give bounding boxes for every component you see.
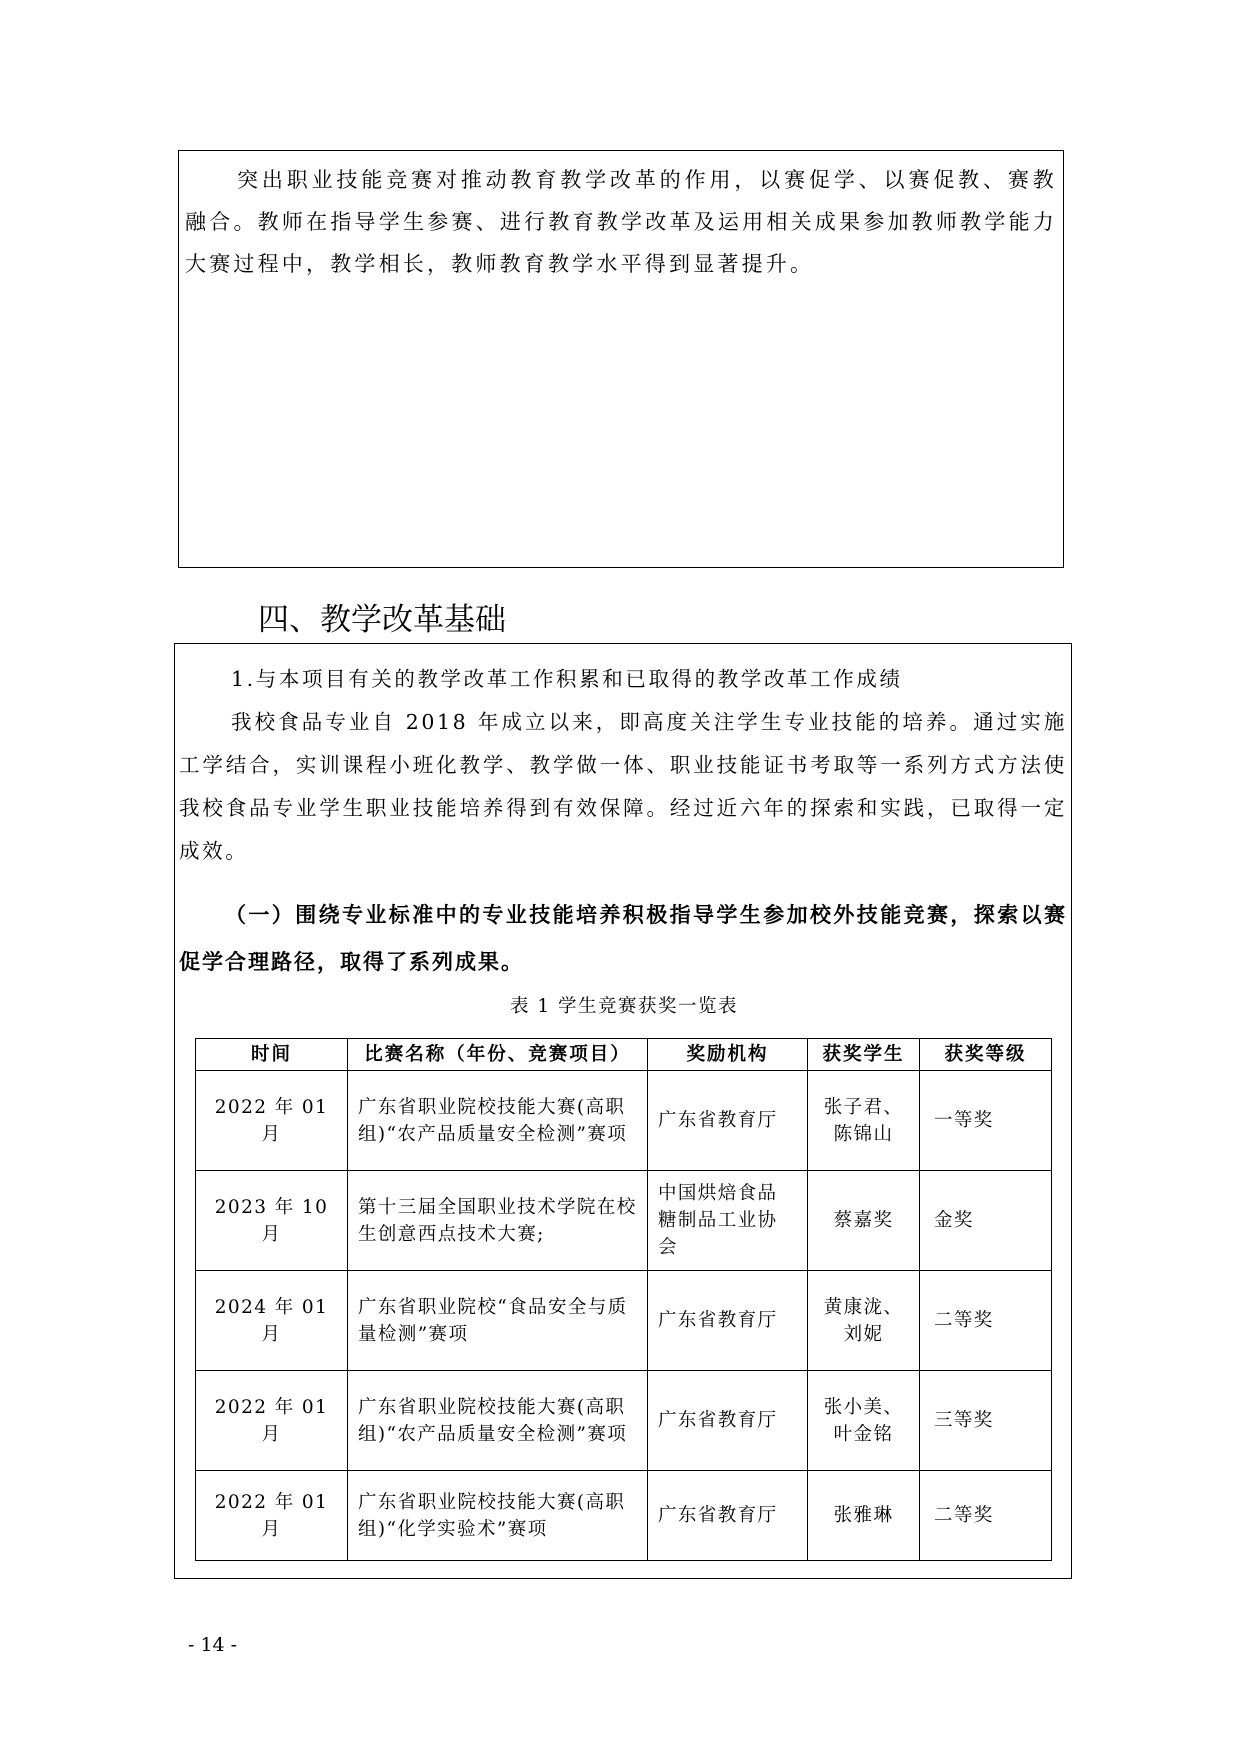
table-row: [196, 1371, 1052, 1471]
table-row: [196, 1171, 1052, 1271]
teaching-reform-foundation-box: [174, 643, 1072, 1579]
cell-time: 2022 年 01 月: [196, 1371, 348, 1471]
header-time: 时间: [196, 1039, 348, 1071]
continuation-paragraph: 突出职业技能竞赛对推动教育教学改革的作用，以赛促学、以赛促教、赛教融合。教师在指导学生参赛、进行教育教学改革及运用相关成果参加教师教学能力大赛过程中，教学相长，教师教育教学水平得到显著提升。: [185, 168, 1057, 276]
cell-award-level: 二等奖: [920, 1471, 1052, 1561]
header-award-organization: 奖励机构: [648, 1039, 808, 1071]
cell-award-organization: 广东省教育厅: [648, 1071, 808, 1171]
cell-competition-name: 广东省职业院校技能大赛(高职组)“化学实验术”赛项: [348, 1471, 648, 1561]
cell-time: 2022 年 01 月: [196, 1071, 348, 1171]
header-award-level: 获奖等级: [920, 1039, 1052, 1071]
item-1-heading: 1.与本项目有关的教学改革工作积累和已取得的教学改革工作成绩: [231, 667, 903, 691]
cell-students: 黄康泷、刘妮: [808, 1271, 920, 1371]
cell-competition-name: 广东省职业院校“食品安全与质量检测”赛项: [348, 1271, 648, 1371]
continuation-box: [178, 150, 1064, 568]
table-row: [196, 1071, 1052, 1171]
header-students: 获奖学生: [808, 1039, 920, 1071]
header-competition-name: 比赛名称（年份、竞赛项目）: [348, 1039, 648, 1071]
cell-award-level: 二等奖: [920, 1271, 1052, 1371]
cell-award-organization: 广东省教育厅: [648, 1371, 808, 1471]
cell-students: 张子君、陈锦山: [808, 1071, 920, 1171]
cell-award-organization: 中国烘焙食品糖制品工业协会: [648, 1171, 808, 1271]
cell-time: 2022 年 01 月: [196, 1471, 348, 1561]
achievement-paragraph: 我校食品专业自 2018 年成立以来，即高度关注学生专业技能的培养。通过实施工学结合，实训课程小班化教学、教学做一体、职业技能证书考取等一系列方式方法使我校食品专业学生职业技能培养得到有效保障。经过近六年的探索和实践，已取得一定成效。: [179, 710, 1067, 863]
table-row: [196, 1271, 1052, 1371]
cell-award-level: 一等奖: [920, 1071, 1052, 1171]
cell-award-level: 金奖: [920, 1171, 1052, 1271]
section-heading: 四、教学改革基础: [258, 602, 506, 638]
award-table: [195, 1038, 1052, 1561]
cell-students: 张雅琳: [808, 1471, 920, 1561]
cell-award-level: 三等奖: [920, 1371, 1052, 1471]
cell-award-organization: 广东省教育厅: [648, 1271, 808, 1371]
cell-time: 2023 年 10 月: [196, 1171, 348, 1271]
cell-competition-name: 广东省职业院校技能大赛(高职组)“农产品质量安全检测”赛项: [348, 1371, 648, 1471]
cell-competition-name: 广东省职业院校技能大赛(高职组)“农产品质量安全检测”赛项: [348, 1071, 648, 1171]
table-row: [196, 1471, 1052, 1561]
cell-students: 蔡嘉奖: [808, 1171, 920, 1271]
table-header-row: [196, 1039, 1052, 1071]
cell-competition-name: 第十三届全国职业技术学院在校生创意西点技术大赛;: [348, 1171, 648, 1271]
cell-time: 2024 年 01 月: [196, 1271, 348, 1371]
subsection-heading: （一）围绕专业标准中的专业技能培养积极指导学生参加校外技能竞赛，探索以赛促学合理路径，取得了系列成果。: [179, 903, 1067, 974]
cell-award-organization: 广东省教育厅: [648, 1471, 808, 1561]
table-caption: 表 1 学生竞赛获奖一览表: [509, 996, 739, 1017]
page-number: - 14 -: [188, 1634, 238, 1656]
cell-students: 张小美、叶金铭: [808, 1371, 920, 1471]
